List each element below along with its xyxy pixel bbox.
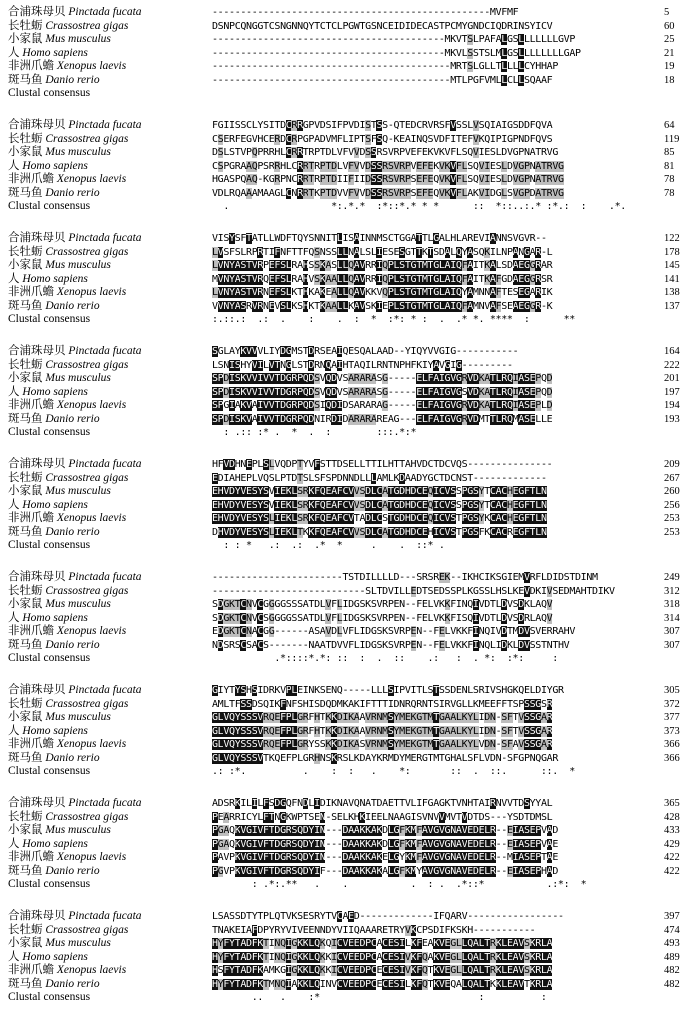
consensus-row: : .*:.** . . . : . .*::* .:*: * bbox=[212, 879, 587, 890]
position-numbers bbox=[664, 6, 700, 87]
sequence-rows bbox=[212, 910, 652, 1005]
species-name: 人 Homo sapiens bbox=[8, 611, 88, 624]
sequence-row: -----------------------------------------MKVLSSTSLMLGSLLLLLLLLGAP bbox=[212, 47, 581, 59]
species-name: 斑马鱼 Danio rerio bbox=[8, 412, 100, 425]
species-name: 长牡蛎 Crassostrea gigas bbox=[8, 471, 129, 484]
position-number: 307 bbox=[664, 639, 680, 651]
position-number: 141 bbox=[664, 273, 680, 285]
sequence-row: GLVQYSSSVRQEFPLGRFHTKKDIKAAVRNMSYMEKGTMTGAALKYLIDN-SFTVSSGAR bbox=[212, 725, 553, 737]
alignment-block bbox=[0, 797, 700, 897]
sequence-row: HFVDHNEPLSLVQDPTYVFSTTDSELLTTILHTTAHVDCTDCVQS--------------- bbox=[212, 459, 553, 470]
sequence-row: LVNYASTVRPEFSLRAHSSKASLLQAVRRIQPLSTGTMTGLAIQFAITKALSDAEGGRAR bbox=[212, 260, 553, 271]
sequence-row: SPDISKVVIVVTDGRPQDSVQDVSARARASG-----ELFAIGVGSVDKATLRQIASEPQD bbox=[212, 386, 553, 398]
sequence-row: VVNYASRVRNEVSLKSHKTKAALLKAVSKIEPLSTGTMTGLAIQFAMNVAFSEAEGGR-K bbox=[212, 300, 553, 312]
position-number: 429 bbox=[664, 838, 680, 850]
species-names bbox=[8, 571, 208, 666]
consensus-row: .. . :* : : bbox=[212, 992, 547, 1003]
species-name: 斑马鱼 Danio rerio bbox=[8, 638, 100, 651]
consensus-label: Clustal consensus bbox=[8, 878, 91, 890]
species-name: 长牡蛎 Crassostrea gigas bbox=[8, 923, 129, 936]
sequence-row: VISYSFTATLLWDFTQYSNNITLISAINNMSCTGGATTLGALHLAREVIANNSVGVR-- bbox=[212, 233, 547, 244]
species-name: 长牡蛎 Crassostrea gigas bbox=[8, 19, 129, 32]
species-name: 斑马鱼 Danio rerio bbox=[8, 977, 100, 990]
position-number: 267 bbox=[664, 472, 680, 484]
sequence-row: DSLSTVPQPRRHLCRRTRPTDLVFVVDSSRSVRPVEFEKVKVFLSQVIESLDVGPNATRVG bbox=[212, 147, 558, 158]
sequence-row: SDGKTCNVCSGGGGSSATDLVFLIDGSKSVRPEN--FELVKKFISQIVDTLDVSDRLAQV bbox=[212, 612, 553, 624]
species-name: 非洲爪蟾 Xenopus laevis bbox=[8, 964, 127, 976]
position-number: 19 bbox=[664, 61, 675, 72]
species-name: 人 Homo sapiens bbox=[8, 950, 88, 963]
sequence-row: PGVPKVGIVFTDGRSQDYIF---DAAKKAKALGFKMYAVGVGNAVEDELR--EIASEPHAD bbox=[212, 865, 558, 877]
alignment-block bbox=[0, 910, 700, 1010]
position-number: 474 bbox=[664, 924, 680, 936]
position-number: 422 bbox=[664, 852, 680, 863]
species-name: 人 Homo sapiens bbox=[8, 724, 88, 737]
sequence-row: ---------------------------SLTDVILLEDTSEDSSPLKGSSLHSLKEVDKIVSEDMAHTDIKV bbox=[212, 585, 615, 597]
position-number: 78 bbox=[664, 174, 675, 185]
species-names bbox=[8, 6, 208, 101]
position-number: 305 bbox=[664, 685, 680, 696]
position-number: 422 bbox=[664, 865, 680, 877]
position-number: 253 bbox=[664, 513, 680, 524]
consensus-row: :.::.: .: . : . : * :*: * : . .* *. **** : ** bbox=[212, 314, 575, 325]
position-number: 373 bbox=[664, 725, 680, 737]
position-number: 122 bbox=[664, 233, 680, 244]
position-number: 78 bbox=[664, 187, 675, 199]
species-name: 非洲爪蟾 Xenopus laevis bbox=[8, 625, 127, 637]
position-number: 318 bbox=[664, 599, 680, 610]
species-name: 小家鼠 Mus musculus bbox=[8, 598, 111, 610]
alignment-block bbox=[0, 232, 700, 332]
position-number: 21 bbox=[664, 47, 675, 59]
position-number: 397 bbox=[664, 911, 680, 922]
consensus-label: Clustal consensus bbox=[8, 991, 91, 1003]
species-names bbox=[8, 458, 208, 553]
position-number: 366 bbox=[664, 739, 680, 750]
sequence-row: FGIISSCLYSITDCRRGPVDSIFPVDISTSS-QTEDCRVRSFVSSLVSQIAIGSDDFQVA bbox=[212, 120, 553, 131]
position-number: 372 bbox=[664, 698, 680, 710]
sequence-row: PAVPKVGIVFTDGRSQDYIN---DAAKKAKELGYKMFAVGVGNAVEDELR--MIASEPTAE bbox=[212, 852, 558, 863]
position-number: 307 bbox=[664, 626, 680, 637]
sequence-row: EDGKTCNACGG------ASAVDLVFLIDGSKSVRPEN--FELVKKFINQIVDTMDVSVERRAHV bbox=[212, 626, 575, 637]
position-number: 249 bbox=[664, 572, 680, 583]
alignment-block bbox=[0, 345, 700, 445]
species-name: 人 Homo sapiens bbox=[8, 272, 88, 285]
sequence-rows bbox=[212, 571, 652, 666]
consensus-label: Clustal consensus bbox=[8, 313, 91, 325]
position-number: 64 bbox=[664, 120, 675, 131]
position-numbers bbox=[664, 684, 700, 765]
consensus-label: Clustal consensus bbox=[8, 652, 91, 664]
sequence-row: SPDISKVAIVVTDGRPQDNIRDIDARARAREAG---ELFAIGVGRVDMTTLRQMASELLE bbox=[212, 413, 553, 425]
species-name: 长牡蛎 Crassostrea gigas bbox=[8, 584, 129, 597]
sequence-rows bbox=[212, 684, 652, 779]
sequence-rows bbox=[212, 797, 652, 892]
species-name: 小家鼠 Mus musculus bbox=[8, 937, 111, 949]
sequence-row: DHVDYVESYSLIEKLTKKFQEAFCVVSDLCATGDHDCEHICVSTPGSFKCACREGFTLN bbox=[212, 526, 547, 538]
species-name: 人 Homo sapiens bbox=[8, 46, 88, 59]
sequence-row: PGAQKVGIVFTDGRSQDYIN---DAAKKAKDLGFKMFAVGVGNAVEDELR--EIASEPVAE bbox=[212, 838, 558, 850]
sequence-row: EHVDYVESYSLIEKLSRKFQEAFCVTADLCSTGDHDCEQICVSTPGSYKCACHEGFTLN bbox=[212, 513, 547, 524]
position-number: 314 bbox=[664, 612, 680, 624]
sequence-row: EDIAHEPLVQSLPTDTSLSFSPDNNDLLLAMLKDAADYGCTDCNST------------- bbox=[212, 472, 547, 484]
consensus-label: Clustal consensus bbox=[8, 539, 91, 551]
position-number: 119 bbox=[664, 133, 680, 145]
species-name: 非洲爪蟾 Xenopus laevis bbox=[8, 399, 127, 411]
position-numbers bbox=[664, 910, 700, 991]
sequence-row: HYFYTADFKTINQIGKKLQKKICVEEDPCACESIVKFQAKVEGLLQALTRKLEAVSKRLA bbox=[212, 951, 553, 963]
position-number: 138 bbox=[664, 287, 680, 298]
position-number: 164 bbox=[664, 346, 680, 357]
sequence-row: ------------------------------------------MRTSLGLLTLLLLCYHHAP bbox=[212, 61, 558, 72]
species-name: 非洲爪蟾 Xenopus laevis bbox=[8, 173, 127, 185]
sequence-row: LVNYASTVRNEFSLKTHKAKEALLQAVKKVQPLSTGTMTGLAIQYAMNNAFTESEGARIK bbox=[212, 287, 553, 298]
species-name: 小家鼠 Mus musculus bbox=[8, 824, 111, 836]
alignment-block bbox=[0, 119, 700, 219]
species-name: 非洲爪蟾 Xenopus laevis bbox=[8, 286, 127, 298]
sequence-row: HYFYTADFKTINQIGKKLQKQICVEEDPCACESILKFEAKVEGLLQALTRKLEAVSKRLA bbox=[212, 938, 553, 949]
sequence-row: PEARRICYLFTNGKWPTSEN-SELKHKIEELNAAGISVNVVMVTVDTDS---YSDTDMSL bbox=[212, 811, 553, 823]
sequence-row: TNAKEIAFDPYRYVIVEENNDYVIIQAAARETRYVKCPSDIFKSKH----------- bbox=[212, 924, 536, 936]
sequence-row: GLVQYSSSVRQEFPLGRFHTKKDIKAAVRNMSYMEKGTMTGAALKYLIDN-SFTVSSGAR bbox=[212, 712, 553, 723]
consensus-row bbox=[212, 87, 652, 101]
alignment-block bbox=[0, 684, 700, 784]
species-name: 斑马鱼 Danio rerio bbox=[8, 864, 100, 877]
species-name: 长牡蛎 Crassostrea gigas bbox=[8, 358, 129, 371]
species-name: 人 Homo sapiens bbox=[8, 498, 88, 511]
species-name: 非洲爪蟾 Xenopus laevis bbox=[8, 60, 127, 72]
sequence-row: HSFYTADFKAMKGIGKKLQKKICVEEDPCECESIVKFQTKVEGLLQALTRKLEAVSKRLA bbox=[212, 965, 553, 976]
position-number: 81 bbox=[664, 160, 675, 172]
position-numbers bbox=[664, 119, 700, 200]
alignment-block bbox=[0, 571, 700, 671]
species-name: 非洲爪蟾 Xenopus laevis bbox=[8, 512, 127, 524]
species-names bbox=[8, 232, 208, 327]
species-name: 小家鼠 Mus musculus bbox=[8, 33, 111, 45]
species-name: 小家鼠 Mus musculus bbox=[8, 146, 111, 158]
sequence-row: GIYTYSHSIDRKVPLEINKSENQ-----LLLSIPVITLSTSSDENLSRIVSHGKQELDIYGR bbox=[212, 685, 564, 696]
sequence-row: HGASPQAQ-KGRPNCRRTRPTDIIFIIDSSRSVRPSEFEQVKVFLSQVIESLDVGPNATRVG bbox=[212, 174, 564, 185]
sequence-rows bbox=[212, 232, 652, 327]
sequence-row: -----------------------------------------MKVTSLPAFALGSLLLLLLLGVP bbox=[212, 34, 575, 45]
sequence-row: SGLAYKVVVLIYDGMSTDRSEAIQESQALAAD--YIQYVVGIG----------- bbox=[212, 346, 519, 357]
position-number: 193 bbox=[664, 413, 680, 425]
species-name: 合浦珠母贝 Pinctada fucata bbox=[8, 345, 142, 357]
position-number: 366 bbox=[664, 752, 680, 764]
consensus-row: : : * .: .: .* * . . ::* . bbox=[212, 540, 445, 551]
consensus-label: Clustal consensus bbox=[8, 200, 91, 212]
species-name: 合浦珠母贝 Pinctada fucata bbox=[8, 232, 142, 244]
position-number: 489 bbox=[664, 951, 680, 963]
sequence-row: AMLTFSSDSQIKFNFSHISDQDMKAKIFTTTIDNRQRNTSIRVGLLKMEEFFTSPSSGSR bbox=[212, 698, 553, 710]
position-number: 5 bbox=[664, 7, 670, 18]
position-numbers bbox=[664, 458, 700, 539]
sequence-row: CSERFEGVHCERDCRPGPADVMFLIPTSFSQ-KEAINQSVDFITEFVKQIPIGPNDFQVS bbox=[212, 133, 553, 145]
species-name: 斑马鱼 Danio rerio bbox=[8, 525, 100, 538]
species-name: 长牡蛎 Crassostrea gigas bbox=[8, 245, 129, 258]
sequence-row: LSNISHYVILVTNGLSTDRNQAIHTAQILRNTNPHFKIYAVGIG--------- bbox=[212, 359, 513, 371]
position-number: 433 bbox=[664, 825, 680, 836]
species-name: 合浦珠母贝 Pinctada fucata bbox=[8, 458, 142, 470]
consensus-row: .: :*. . : : . *: :: . ::. ::. * bbox=[212, 766, 575, 777]
position-numbers bbox=[664, 232, 700, 313]
position-number: 60 bbox=[664, 20, 675, 32]
position-number: 493 bbox=[664, 938, 680, 949]
sequence-row: EHVDYVESYSVIEKLSRKFQEAFCVVSDLCATGDHDCEQICVSSPGSYTCACHEGFTLN bbox=[212, 499, 547, 511]
species-names bbox=[8, 119, 208, 214]
consensus-label: Clustal consensus bbox=[8, 87, 91, 99]
species-name: 斑马鱼 Danio rerio bbox=[8, 186, 100, 199]
sequence-row: ADSRKILILFSDGQFNDLIDIKNAVQNATDAETTVLIFGAGKTVNHTAIRNVVTDSYYAL bbox=[212, 798, 553, 809]
species-name: 合浦珠母贝 Pinctada fucata bbox=[8, 571, 142, 583]
species-name: 小家鼠 Mus musculus bbox=[8, 259, 111, 271]
species-name: 合浦珠母贝 Pinctada fucata bbox=[8, 119, 142, 131]
species-name: 合浦珠母贝 Pinctada fucata bbox=[8, 684, 142, 696]
species-names bbox=[8, 910, 208, 1005]
sequence-row: LVSFSLRPRTIFNFTTFQSNSSLLNALSLIESESGTTKTSDALQYASQKILNPANGAR-L bbox=[212, 246, 553, 258]
species-name: 非洲爪蟾 Xenopus laevis bbox=[8, 851, 127, 863]
consensus-row: . *:.*.* :*::*.* * * :: *::..:.* :*.: : .*. bbox=[212, 201, 626, 212]
position-number: 18 bbox=[664, 74, 675, 86]
sequence-rows bbox=[212, 119, 652, 214]
sequence-row: GLVQYSSSVRQEFPLGRYSSKKDIKASVRNMSYMEKGTMTGAALKYLVDN-SFAVSSGAR bbox=[212, 739, 553, 750]
sequence-row: LSASSDTYTPLQTVKSESRYTVCAED-------------IFQARV----------------- bbox=[212, 911, 564, 922]
species-name: 合浦珠母贝 Pinctada fucata bbox=[8, 797, 142, 809]
position-number: 209 bbox=[664, 459, 680, 470]
sequence-row: GLVQYSSSVTKQEFPLGRHNSKRSLKDAYKRMDYMERGTMTGHALSFLVDN-SFGPNQGAR bbox=[212, 752, 558, 764]
sequence-rows bbox=[212, 6, 652, 101]
species-name: 人 Homo sapiens bbox=[8, 385, 88, 398]
sequence-row: SPGIAKVAIVVTDGRPQDSIQDIDSARARAG-----ELFAIGVGRVDKATLRQIASEPLD bbox=[212, 400, 553, 411]
species-names bbox=[8, 797, 208, 892]
sequence-rows bbox=[212, 345, 652, 440]
position-number: 482 bbox=[664, 965, 680, 976]
position-numbers bbox=[664, 345, 700, 426]
consensus-label: Clustal consensus bbox=[8, 426, 91, 438]
species-names bbox=[8, 345, 208, 440]
consensus-row: .*::::*.*: :: : . :: .: : . *: :*: : bbox=[212, 653, 558, 664]
position-numbers bbox=[664, 571, 700, 652]
sequence-row: DSNPCQNGGTCSNGNNQYTCTCLPGWTGSNCEIDIDECASTPCMYGNDCIQDRINSYICV bbox=[212, 20, 553, 32]
alignment-block bbox=[0, 458, 700, 558]
alignment-block bbox=[0, 6, 700, 106]
position-number: 260 bbox=[664, 486, 680, 497]
species-name: 小家鼠 Mus musculus bbox=[8, 485, 111, 497]
sequence-row: SDGKTCNVCGGGGSSSATDLVFLIDGSKSVRPEN--FELVKKFINQIVDTLDVSDKLAQV bbox=[212, 599, 553, 610]
species-name: 斑马鱼 Danio rerio bbox=[8, 73, 100, 86]
position-number: 25 bbox=[664, 34, 675, 45]
position-number: 377 bbox=[664, 712, 680, 723]
sequence-row: MVNYASTVRQEFSLRAHVSKAALLQAVRRIQPLSTGTMTGLAIQFAITKAFGDAEGGRSR bbox=[212, 273, 553, 285]
species-name: 小家鼠 Mus musculus bbox=[8, 711, 111, 723]
sequence-row: -----------------------TSTDILLLLD---SRSREK--IKHCIKSGIEMVRFLDIDSTDINM bbox=[212, 572, 598, 583]
species-name: 合浦珠母贝 Pinctada fucata bbox=[8, 6, 142, 18]
sequence-row: NDSRSCSACS-------NAATDVVFLIDGSKSVRPEN--FELVKKFINQLIDKLDVSSTNTHV bbox=[212, 639, 570, 651]
sequence-row: SPDISKVVIVVTDGRPQDSVQDVSARARASG-----ELFAIGVGRVDKATLRQIASEPQD bbox=[212, 373, 553, 384]
sequence-row: VDLRQAAAMAAGLCNRRTKPTDVVFVVDSSRSVRPSEFEQVKVFLAKVIDGLSVGPDATRVG bbox=[212, 187, 564, 199]
position-number: 201 bbox=[664, 373, 680, 384]
species-name: 非洲爪蟾 Xenopus laevis bbox=[8, 738, 127, 750]
species-name: 人 Homo sapiens bbox=[8, 159, 88, 172]
sequence-row: CSPGRAAQPSRRHLCRRTRPTDLVFVVDSSRSVRPVEFEKVKVFLSQVIESLDVGPNATRVG bbox=[212, 160, 564, 172]
position-number: 178 bbox=[664, 246, 680, 258]
sequence-rows bbox=[212, 458, 652, 553]
sequence-row: HYFYTADFKTMNQIAKKLQINVCVEEDPCECESILKFQTKVEQALQALTKKLEAVTKRLA bbox=[212, 978, 553, 990]
consensus-row: : .:: :* . * . : :::.*:* bbox=[212, 427, 417, 438]
species-name: 长牡蛎 Crassostrea gigas bbox=[8, 810, 129, 823]
position-number: 137 bbox=[664, 300, 680, 312]
sequence-row: -------------------------------------------------MVFMF bbox=[212, 7, 519, 18]
species-name: 合浦珠母贝 Pinctada fucata bbox=[8, 910, 142, 922]
position-number: 256 bbox=[664, 499, 680, 511]
position-number: 253 bbox=[664, 526, 680, 538]
position-number: 85 bbox=[664, 147, 675, 158]
position-number: 482 bbox=[664, 978, 680, 990]
position-numbers bbox=[664, 797, 700, 878]
sequence-row: ------------------------------------------MTLPGFVMLLCLLSQAAF bbox=[212, 74, 553, 86]
species-name: 斑马鱼 Danio rerio bbox=[8, 299, 100, 312]
species-name: 斑马鱼 Danio rerio bbox=[8, 751, 100, 764]
position-number: 194 bbox=[664, 400, 680, 411]
position-number: 145 bbox=[664, 260, 680, 271]
species-name: 小家鼠 Mus musculus bbox=[8, 372, 111, 384]
sequence-row: EHVDYVESYSVIEKLSRKFQEAFCVVSDLCATGDHDCEQICVSSPGSYTCACHEGFTLN bbox=[212, 486, 547, 497]
position-number: 197 bbox=[664, 386, 680, 398]
species-name: 长牡蛎 Crassostrea gigas bbox=[8, 132, 129, 145]
position-number: 428 bbox=[664, 811, 680, 823]
position-number: 365 bbox=[664, 798, 680, 809]
sequence-row: PGAQKVGIVFTDGRSQDYIN---DAAKKAKDLGFKMFAVGVGNAVEDELR--EIASEPVAD bbox=[212, 825, 558, 836]
position-number: 312 bbox=[664, 585, 680, 597]
species-name: 长牡蛎 Crassostrea gigas bbox=[8, 697, 129, 710]
consensus-label: Clustal consensus bbox=[8, 765, 91, 777]
species-name: 人 Homo sapiens bbox=[8, 837, 88, 850]
species-names bbox=[8, 684, 208, 779]
position-number: 222 bbox=[664, 359, 680, 371]
